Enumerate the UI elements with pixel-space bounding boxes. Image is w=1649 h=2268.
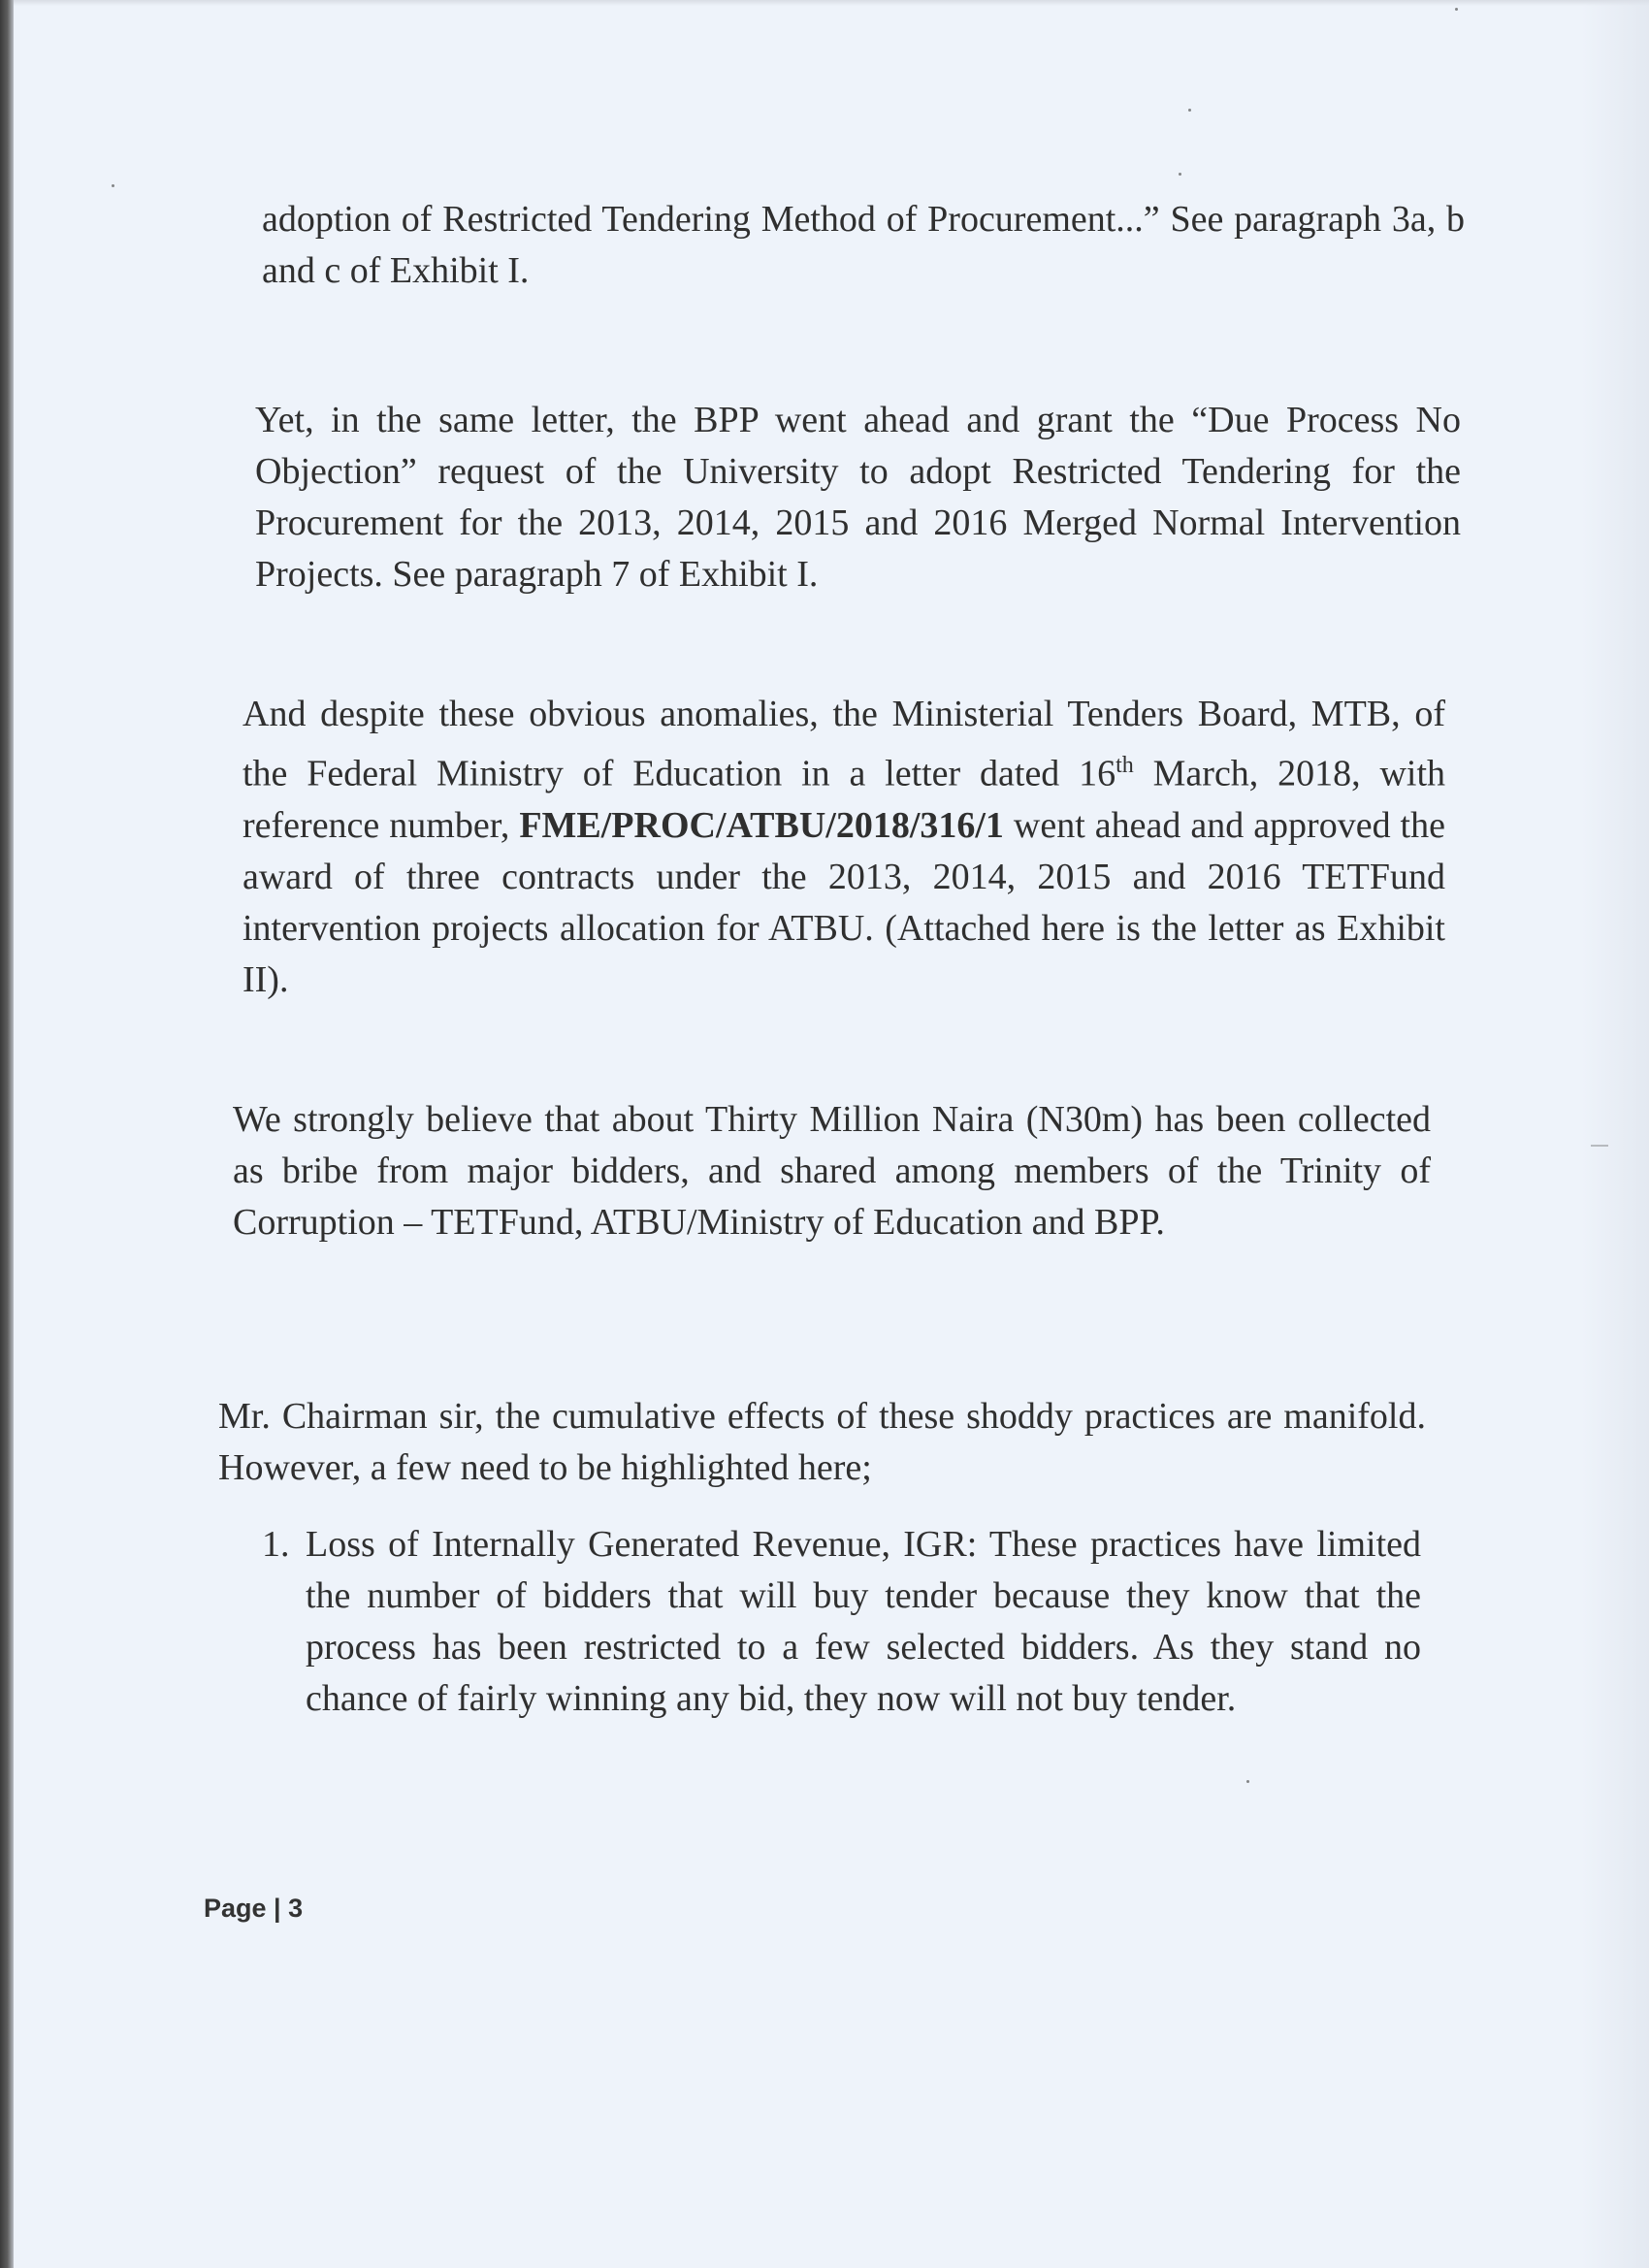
paragraph-text: Yet, in the same letter, the BPP went ahead and grant the “Due Process No Objection” request of the University to adopt Restricted Tendering for the Procurement for the 2013, 2014, 2015 and 2016 Merged Normal Intervention Projects. See paragraph 7 of Exhibit I. [255, 400, 1461, 595]
scan-binding-edge [0, 0, 14, 2268]
paragraph-text: went ahead and approved the award of three contracts under the 2013, 2014, 2015 and 2016 TETFund intervention projects allocation for ATBU. (Attached here is the letter as Exhibit II). [242, 804, 1445, 1000]
paragraph-procurement-method [262, 194, 1465, 297]
paragraph-bpp-no-objection [255, 395, 1461, 600]
effects-list [262, 1519, 1421, 1725]
paragraph-cumulative-effects [218, 1391, 1426, 1494]
scan-speck [112, 184, 114, 187]
ordinal-suffix: th [1116, 753, 1134, 778]
scan-right-shade [1581, 0, 1649, 2268]
paragraph-bribe-allegation [233, 1094, 1431, 1248]
paragraph-text: We strongly believe that about Thirty Million Naira (N30m) has been collected as bribe from major bidders, and shared among members of the Trinity of Corruption – TETFund, ATBU/Ministry of Education and BPP. [233, 1099, 1431, 1243]
scan-speck [1179, 173, 1181, 176]
scan-speck [1591, 1145, 1608, 1147]
list-item [262, 1519, 1421, 1725]
paragraph-text: Mr. Chairman sir, the cumulative effects of these shoddy practices are manifold. However, a few need to be highlighted here; [218, 1396, 1426, 1488]
paragraph-text: adoption of Restricted Tendering Method of Procurement...” See paragraph 3a, b and c of Exhibit I. [262, 199, 1465, 291]
scan-speck [1455, 8, 1458, 11]
paragraph-text: And despite these obvious anomalies, the Ministerial Tenders Board, MTB, of the Federal Ministry of Education in a letter dated 16 [242, 694, 1445, 794]
scan-top-edge [14, 0, 1649, 6]
scan-speck [1188, 109, 1191, 112]
list-item-number: 1. [262, 1524, 290, 1565]
page-number-footer: Page | 3 [204, 1894, 304, 1923]
paragraph-text: March, 2018, with reference number, [242, 753, 1446, 846]
reference-number: FME/PROC/ATBU/2018/316/1 [519, 804, 1004, 846]
paragraph-mtb-approval [242, 689, 1445, 1006]
scan-speck [1246, 1780, 1249, 1783]
list-item-text: Loss of Internally Generated Revenue, IGR: These practices have limited the number of bidders that will buy tender because they know that the process has been restricted to a few selected bidders. As they stand no chance of fairly winning any bid, they now will not buy tender. [306, 1524, 1421, 1719]
